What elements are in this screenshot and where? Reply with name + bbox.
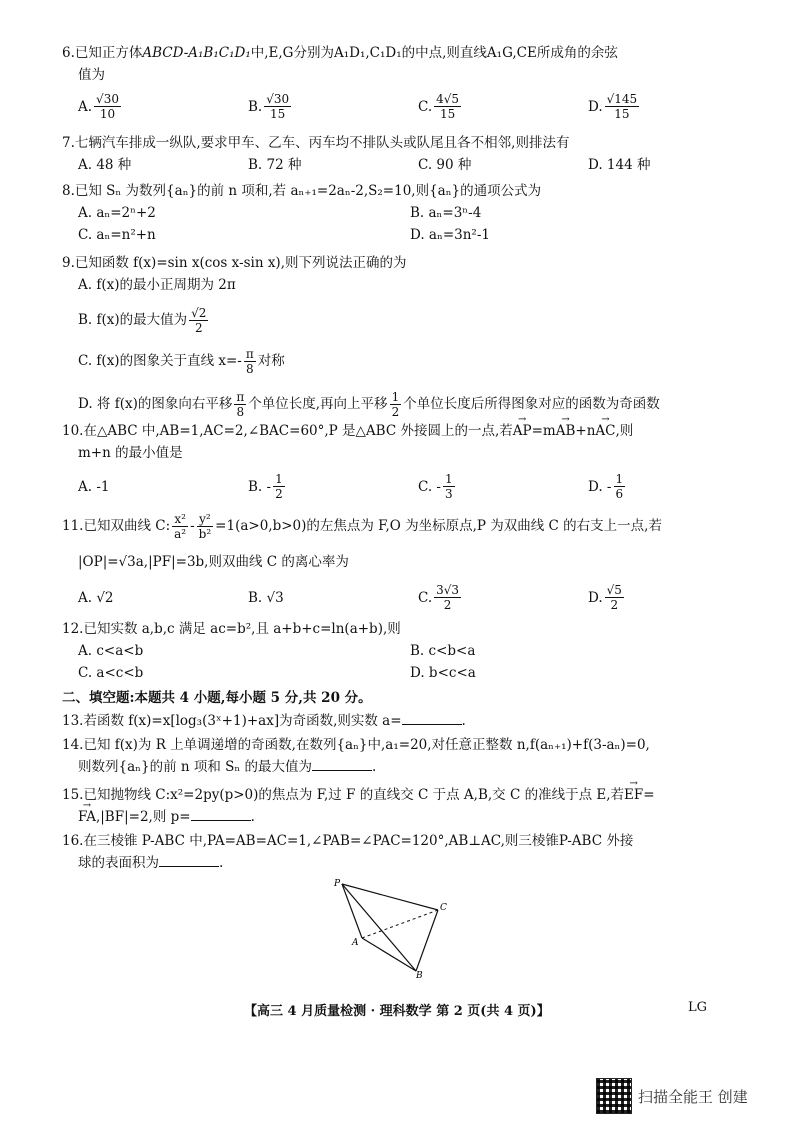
- question-10: [62, 420, 742, 501]
- question-9: [62, 252, 742, 419]
- q8-option-b: B. aₙ=3ⁿ-4: [410, 205, 482, 221]
- edge-pa: [342, 884, 362, 938]
- question-16: 16.在三棱锥 P-ABC 中,PA=AB=AC=1,∠PAB=∠PAC=120°,AB⊥AC,则三棱锥P-ABC 外接 球的表面积为 .: [62, 833, 634, 871]
- q7-option-b: B. 72 种: [248, 157, 302, 173]
- q12-stem: 12.已知实数 a,b,c 满足 ac=b²,且 a+b+c=ln(a+b),则: [62, 621, 401, 637]
- q8-stem: 8.已知 Sₙ 为数列{aₙ}的前 n 项和,若 aₙ₊₁=2aₙ-2,S₂=10,则{aₙ}的通项公式为: [62, 183, 542, 199]
- section-heading-fill-in: 二、填空题:本题共 4 小题,每小题 5 分,共 20 分。: [62, 690, 372, 706]
- q12-option-c: C. a<c<b: [78, 665, 144, 681]
- q12-option-d: D. b<c<a: [410, 665, 476, 681]
- q11-option-b: B. √3: [248, 589, 284, 606]
- q6-options: [62, 92, 758, 121]
- q6-stem-d: 值为: [78, 67, 105, 83]
- q6-stem-c: 中,E,G分别为A₁D₁,C₁D₁的中点,则直线A₁G,CE所成角的余弦: [250, 45, 618, 61]
- q11-option-c: C. $\frac{3√3}{2}$: [418, 583, 460, 612]
- q7-option-d: D. 144 种: [588, 157, 651, 173]
- edge-bc: [416, 910, 438, 971]
- q10-option-a: A. -1: [78, 478, 110, 495]
- edge-pc: [342, 884, 438, 910]
- q9-option-d: D. 将 f(x)的图象向右平移 $\frac{\pi}{8}$ 个单位长度,再向上平移 $\frac{1}{2}$ 个单位长度后所得图象对应的函数为奇函数: [78, 390, 660, 419]
- footer-code: LG: [688, 1000, 708, 1015]
- q6-stem-a: 6.已知正方体: [62, 45, 143, 61]
- q7-stem: 7.七辆汽车排成一纵队,要求甲车、乙车、丙车均不排队头或队尾且各不相邻,则排法有: [62, 135, 570, 151]
- qr-code-icon: [596, 1078, 632, 1114]
- q6-option-d: D. $\frac{√145}{15}$: [588, 92, 638, 121]
- q9-option-a: A. f(x)的最小正周期为 2π: [78, 277, 236, 293]
- edge-ab: [362, 938, 416, 971]
- q6-stem-b: ABCD-A₁B₁C₁D₁: [142, 45, 251, 61]
- q8-option-c: C. aₙ=n²+n: [78, 227, 156, 243]
- label-b: B: [416, 971, 423, 978]
- q10-options: [62, 472, 758, 501]
- q12-option-a: A. c<a<b: [78, 643, 144, 659]
- question-13: 13.若函数 f(x)=x[log₃(3ˣ+1)+ax]为奇函数,则实数 a= .: [62, 710, 742, 732]
- q6-option-c: C. $\frac{4√5}{15}$: [418, 92, 460, 121]
- label-p: P: [334, 879, 341, 889]
- q14-answer-blank[interactable]: [312, 756, 372, 771]
- q8-option-d: D. aₙ=3n²-1: [410, 227, 490, 243]
- tetrahedron-diagram: [330, 878, 460, 978]
- q7-option-a: A. 48 种: [78, 157, 132, 173]
- q10-option-b: B. - $\frac{1}{2}$: [248, 472, 283, 501]
- q10-option-d: D. - $\frac{1}{6}$: [588, 472, 624, 501]
- question-11: [62, 512, 742, 612]
- q10-option-c: C. - $\frac{1}{3}$: [418, 472, 453, 501]
- q10-stem: 10.在△ABC 中,AB=1,AC=2,∠BAC=60°,P 是△ABC 外接圆上的一点,若→ AP=m→ AB+n→ AC,则: [62, 420, 742, 442]
- q9-option-b: B. f(x)的最大值为 $\frac{√2}{2}$: [78, 306, 207, 335]
- q11-stem: 11.已知双曲线 C: $\frac{\text{x²}}{\text{a²}}$ - $\frac{\text{y²}}{\text{b²}}$ =1(a>0,b>0)的左焦点为 F,O 为坐标原点,P 为双曲线 C 的右支上一点,若: [62, 512, 662, 541]
- q11-stem-c: |OP|=√3a,|PF|=3b,则双曲线 C 的离心率为: [78, 554, 349, 570]
- q9-option-c: C. f(x)的图象关于直线 x=- $\frac{\pi}{8}$ 对称: [78, 347, 285, 376]
- page-footer: 【高三 4 月质量检测 · 理科数学 第 2 页(共 4 页)】: [244, 1004, 550, 1019]
- question-6: [62, 42, 742, 121]
- q7-options: [62, 154, 758, 176]
- question-14: 14.已知 f(x)为 R 上单调递增的奇函数,在数列{aₙ}中,a₁=20,对任意正整数 n,f(aₙ₊₁)+f(3-aₙ)=0, 则数列{aₙ}的前 n 项和 Sₙ 的最大值为 .: [62, 737, 650, 775]
- label-c: C: [440, 903, 447, 913]
- label-a: A: [352, 938, 359, 948]
- q9-stem: 9.已知函数 f(x)=sin x(cos x-sin x),则下列说法正确的为: [62, 255, 407, 271]
- q11-options: [62, 583, 758, 612]
- q12-option-b: B. c<b<a: [410, 643, 476, 659]
- q16-answer-blank[interactable]: [159, 852, 219, 867]
- q13-answer-blank[interactable]: [402, 710, 462, 725]
- q6-option-a: A. $\frac{√30}{10}$: [78, 92, 119, 121]
- q6-option-b: B. $\frac{√30}{15}$: [248, 92, 290, 121]
- q11-option-d: D. $\frac{√5}{2}$: [588, 583, 622, 612]
- edge-pb: [342, 884, 416, 971]
- q8-option-a: A. aₙ=2ⁿ+2: [78, 205, 156, 221]
- question-12: [62, 618, 742, 684]
- question-15: 15.已知抛物线 C:x²=2py(p>0)的焦点为 F,过 F 的直线交 C 于点 A,B,交 C 的准线于点 E,若→ EF= → FA,|BF|=2,则 p= .: [62, 784, 742, 828]
- q15-answer-blank[interactable]: [191, 806, 251, 821]
- edge-ac: [362, 910, 438, 938]
- q7-option-c: C. 90 种: [418, 157, 472, 173]
- q10-stem-c: m+n 的最小值是: [78, 445, 183, 461]
- scanner-watermark: [596, 1078, 748, 1114]
- q11-option-a: A. √2: [78, 589, 114, 606]
- question-7: [62, 132, 742, 176]
- question-8: [62, 180, 742, 246]
- scanner-text: 扫描全能王 创建: [638, 1087, 748, 1106]
